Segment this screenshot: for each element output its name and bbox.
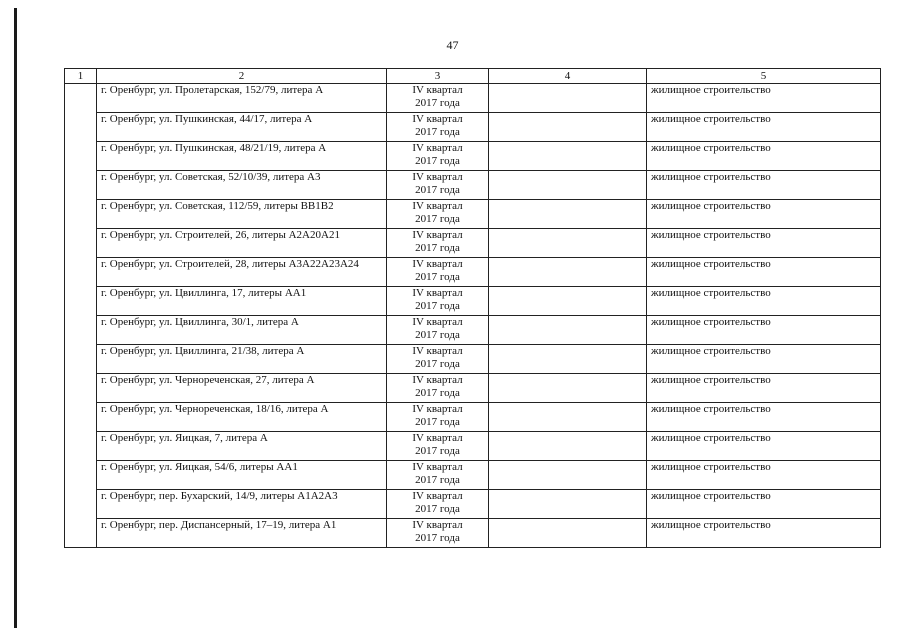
purpose-cell: жилищное строительство — [647, 316, 881, 345]
column-4-cell — [489, 403, 647, 432]
address-cell: г. Оренбург, ул. Строителей, 28, литеры А3А22А23А24 — [97, 258, 387, 287]
address-cell: г. Оренбург, пер. Диспансерный, 17–19, литера А1 — [97, 519, 387, 548]
table-row — [65, 258, 881, 287]
column-4-cell — [489, 287, 647, 316]
period-quarter: IV квартал — [412, 287, 463, 299]
table-row — [65, 316, 881, 345]
column-4-cell — [489, 432, 647, 461]
column-4-cell — [489, 258, 647, 287]
address-cell: г. Оренбург, ул. Пушкинская, 48/21/19, литера А — [97, 142, 387, 171]
purpose-cell: жилищное строительство — [647, 345, 881, 374]
purpose-cell: жилищное строительство — [647, 258, 881, 287]
column-4-cell — [489, 200, 647, 229]
period-quarter: IV квартал — [412, 84, 463, 96]
period-quarter: IV квартал — [412, 258, 463, 270]
period-year: 2017 года — [415, 329, 460, 341]
period-quarter: IV квартал — [412, 519, 463, 531]
address-cell: г. Оренбург, ул. Цвиллинга, 17, литеры АА1 — [97, 287, 387, 316]
address-cell: г. Оренбург, ул. Цвиллинга, 30/1, литера А — [97, 316, 387, 345]
period-quarter: IV квартал — [412, 374, 463, 386]
period-quarter: IV квартал — [412, 403, 463, 415]
period-quarter: IV квартал — [412, 229, 463, 241]
purpose-cell: жилищное строительство — [647, 287, 881, 316]
period-year: 2017 года — [415, 503, 460, 515]
period-cell — [387, 345, 489, 374]
scan-edge-line — [14, 8, 17, 628]
purpose-cell: жилищное строительство — [647, 432, 881, 461]
table-row — [65, 142, 881, 171]
period-cell — [387, 374, 489, 403]
table-row — [65, 200, 881, 229]
period-cell — [387, 229, 489, 258]
purpose-cell: жилищное строительство — [647, 84, 881, 113]
period-quarter: IV квартал — [412, 461, 463, 473]
column-header-4: 4 — [489, 69, 647, 84]
period-cell — [387, 461, 489, 490]
address-cell: г. Оренбург, пер. Бухарский, 14/9, литеры А1А2А3 — [97, 490, 387, 519]
table-row — [65, 84, 881, 113]
column-4-cell — [489, 229, 647, 258]
purpose-cell: жилищное строительство — [647, 374, 881, 403]
period-quarter: IV квартал — [412, 142, 463, 154]
column-4-cell — [489, 345, 647, 374]
period-quarter: IV квартал — [412, 171, 463, 183]
period-year: 2017 года — [415, 445, 460, 457]
period-cell — [387, 490, 489, 519]
period-year: 2017 года — [415, 242, 460, 254]
column-4-cell — [489, 461, 647, 490]
period-cell — [387, 403, 489, 432]
address-cell: г. Оренбург, ул. Пролетарская, 152/79, литера А — [97, 84, 387, 113]
column-header-5: 5 — [647, 69, 881, 84]
column-header-2: 2 — [97, 69, 387, 84]
period-year: 2017 года — [415, 300, 460, 312]
period-year: 2017 года — [415, 184, 460, 196]
period-cell — [387, 258, 489, 287]
period-year: 2017 года — [415, 97, 460, 109]
period-year: 2017 года — [415, 213, 460, 225]
period-year: 2017 года — [415, 155, 460, 167]
column-4-cell — [489, 490, 647, 519]
table-row — [65, 519, 881, 548]
table-header-row — [65, 69, 881, 84]
purpose-cell: жилищное строительство — [647, 171, 881, 200]
table-row — [65, 490, 881, 519]
table-row — [65, 374, 881, 403]
table-row — [65, 403, 881, 432]
table-row — [65, 432, 881, 461]
period-cell — [387, 171, 489, 200]
address-cell: г. Оренбург, ул. Строителей, 26, литеры А2А20А21 — [97, 229, 387, 258]
address-cell: г. Оренбург, ул. Яицкая, 7, литера А — [97, 432, 387, 461]
purpose-cell: жилищное строительство — [647, 403, 881, 432]
table-row — [65, 171, 881, 200]
column-4-cell — [489, 316, 647, 345]
purpose-cell: жилищное строительство — [647, 142, 881, 171]
period-cell — [387, 113, 489, 142]
objects-table — [64, 68, 881, 548]
column-4-cell — [489, 374, 647, 403]
period-year: 2017 года — [415, 532, 460, 544]
period-cell — [387, 287, 489, 316]
address-cell: г. Оренбург, ул. Советская, 112/59, литеры ВВ1В2 — [97, 200, 387, 229]
period-year: 2017 года — [415, 358, 460, 370]
period-cell — [387, 316, 489, 345]
period-quarter: IV квартал — [412, 490, 463, 502]
period-year: 2017 года — [415, 474, 460, 486]
column-header-1: 1 — [65, 69, 97, 84]
period-year: 2017 года — [415, 271, 460, 283]
table-body — [65, 69, 881, 548]
column-header-3: 3 — [387, 69, 489, 84]
table-row — [65, 461, 881, 490]
period-cell — [387, 519, 489, 548]
period-year: 2017 года — [415, 387, 460, 399]
address-cell: г. Оренбург, ул. Яицкая, 54/6, литеры АА1 — [97, 461, 387, 490]
address-cell: г. Оренбург, ул. Советская, 52/10/39, литера А3 — [97, 171, 387, 200]
column-4-cell — [489, 519, 647, 548]
table-row — [65, 287, 881, 316]
table-row — [65, 113, 881, 142]
address-cell: г. Оренбург, ул. Цвиллинга, 21/38, литера А — [97, 345, 387, 374]
column-4-cell — [489, 142, 647, 171]
column-4-cell — [489, 171, 647, 200]
period-quarter: IV квартал — [412, 316, 463, 328]
table-row — [65, 345, 881, 374]
purpose-cell: жилищное строительство — [647, 113, 881, 142]
row-number-cell — [65, 84, 97, 548]
period-year: 2017 года — [415, 126, 460, 138]
purpose-cell: жилищное строительство — [647, 229, 881, 258]
page-number: 47 — [446, 38, 459, 52]
purpose-cell: жилищное строительство — [647, 461, 881, 490]
address-cell: г. Оренбург, ул. Пушкинская, 44/17, литера А — [97, 113, 387, 142]
column-4-cell — [489, 113, 647, 142]
period-cell — [387, 84, 489, 113]
period-cell — [387, 142, 489, 171]
period-quarter: IV квартал — [412, 345, 463, 357]
period-quarter: IV квартал — [412, 113, 463, 125]
column-4-cell — [489, 84, 647, 113]
purpose-cell: жилищное строительство — [647, 200, 881, 229]
period-cell — [387, 432, 489, 461]
period-cell — [387, 200, 489, 229]
period-quarter: IV квартал — [412, 200, 463, 212]
purpose-cell: жилищное строительство — [647, 490, 881, 519]
period-quarter: IV квартал — [412, 432, 463, 444]
address-cell: г. Оренбург, ул. Чернореченская, 18/16, литера А — [97, 403, 387, 432]
purpose-cell: жилищное строительство — [647, 519, 881, 548]
period-year: 2017 года — [415, 416, 460, 428]
address-cell: г. Оренбург, ул. Чернореченская, 27, литера А — [97, 374, 387, 403]
table-row — [65, 229, 881, 258]
